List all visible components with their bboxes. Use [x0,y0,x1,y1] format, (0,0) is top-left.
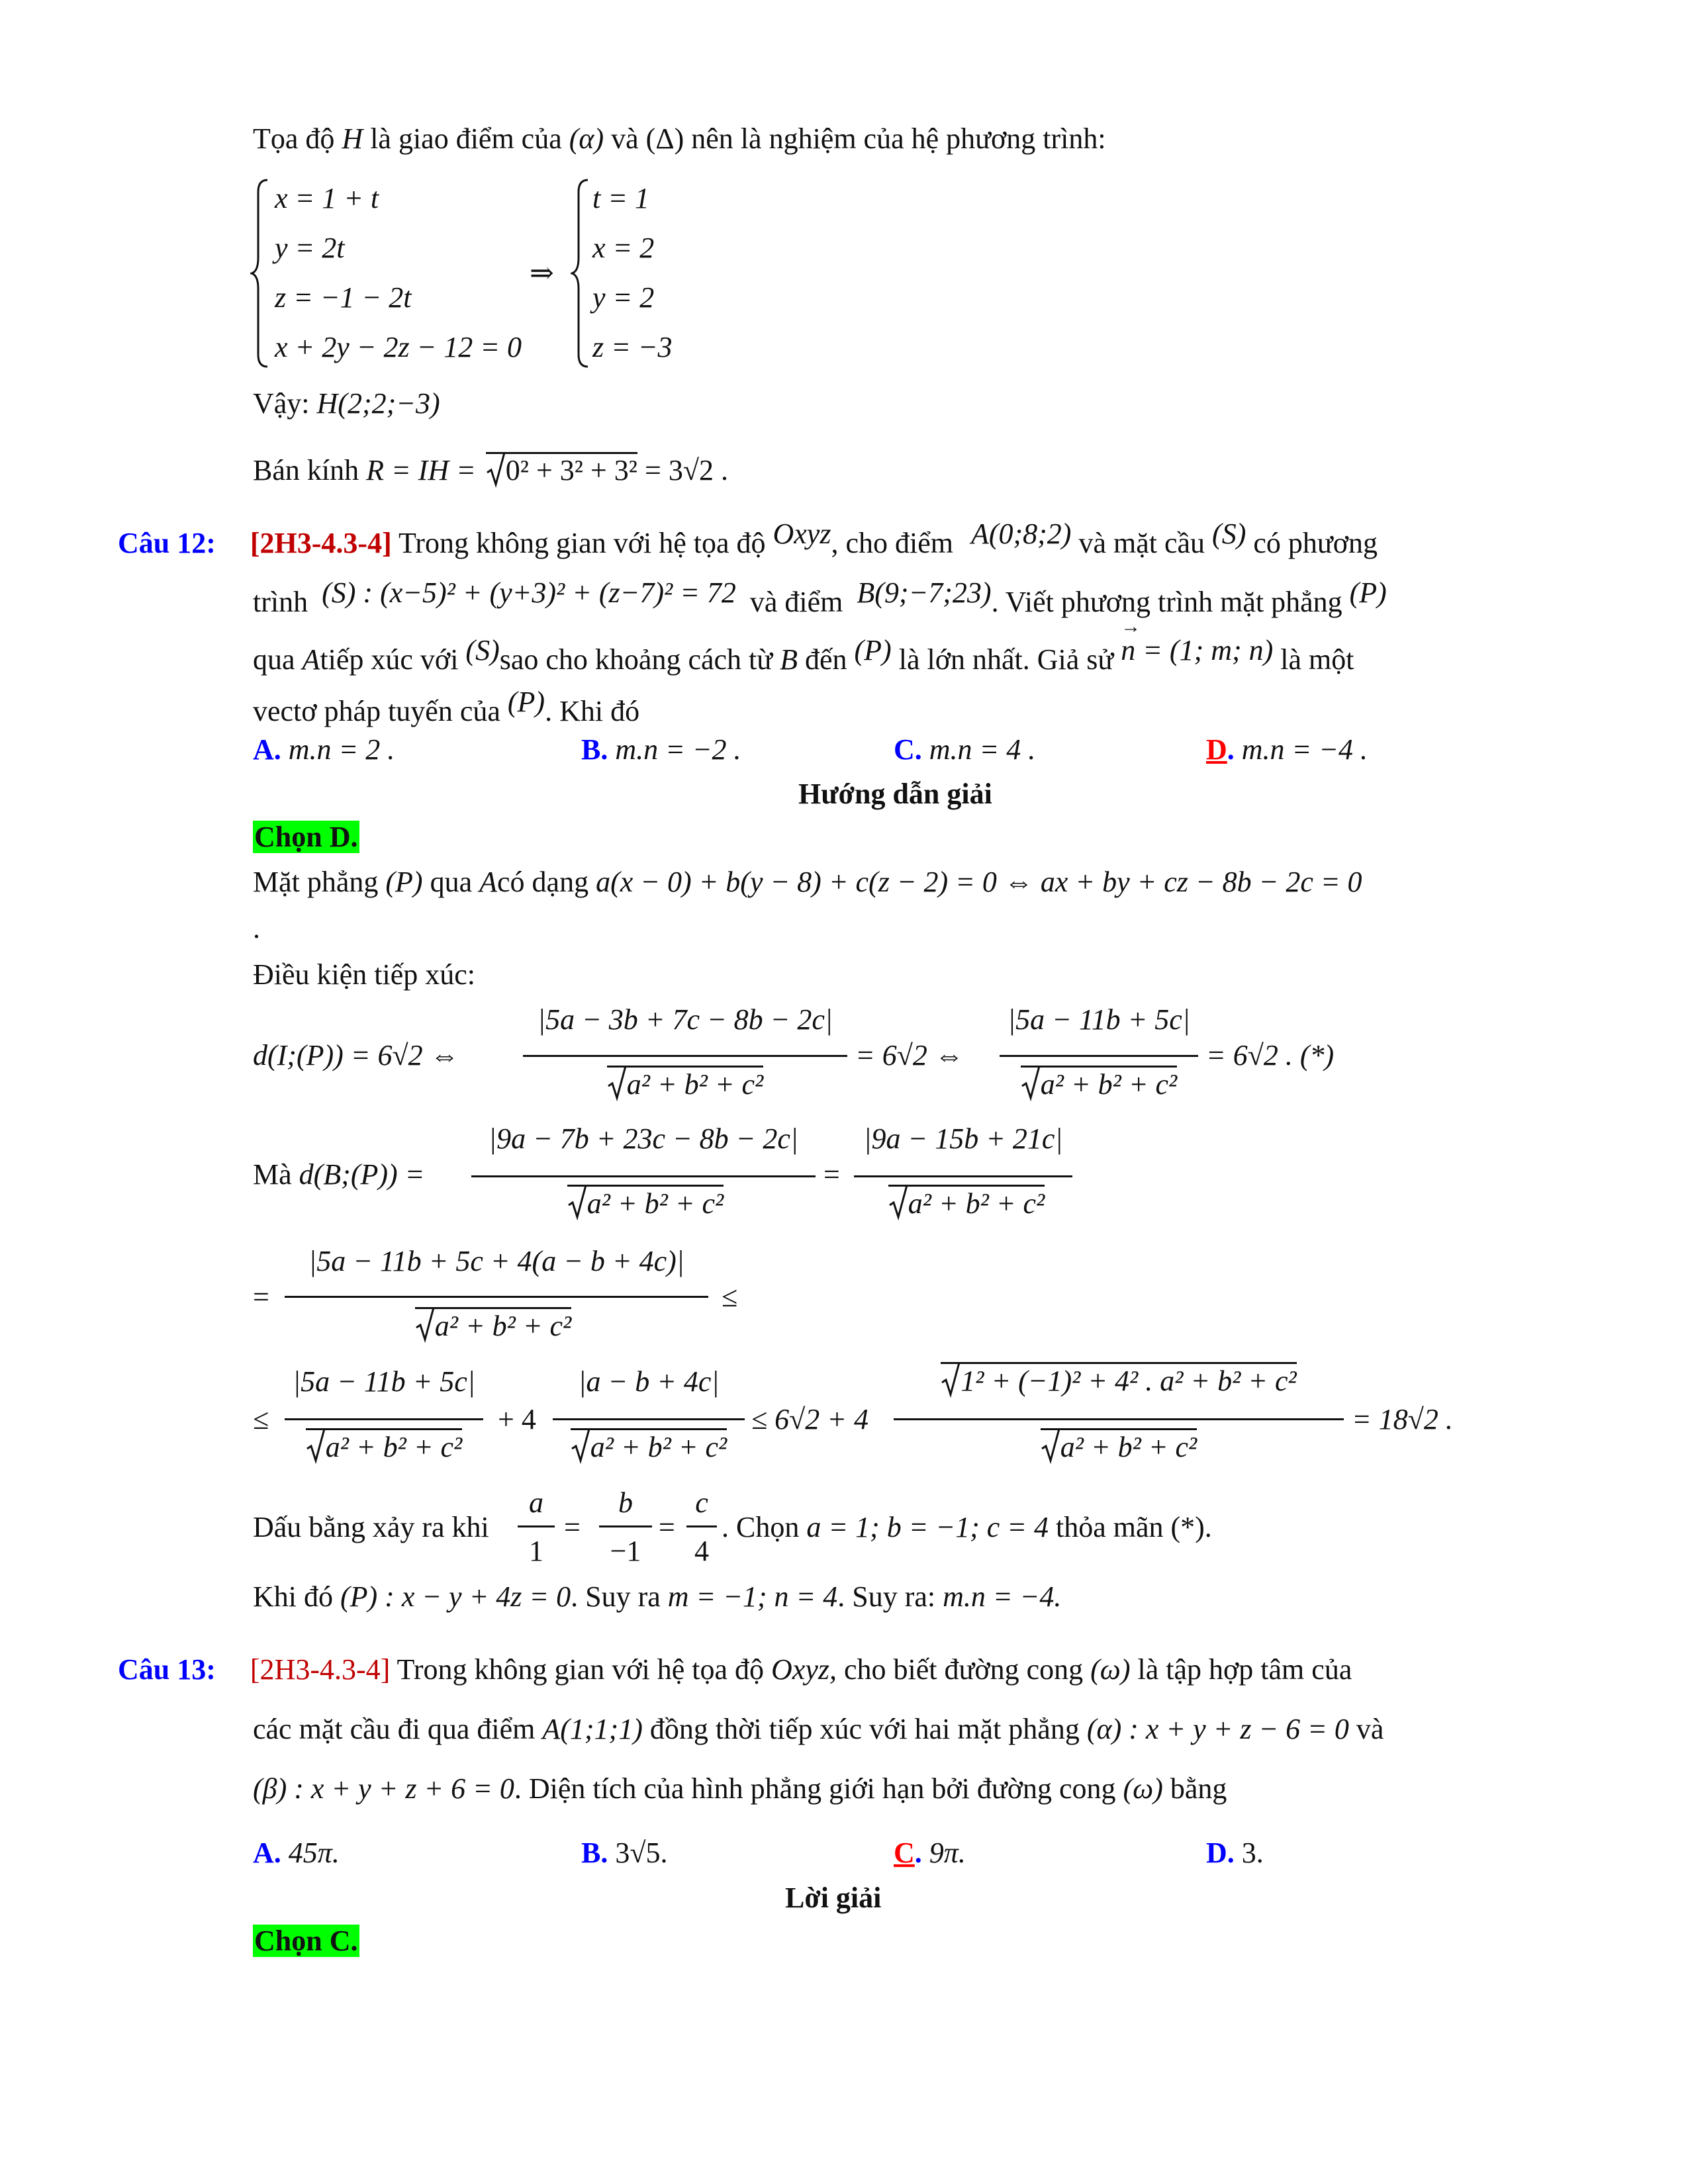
s3-num-1-text: |5a − 3b + 7c − 8b − 2c| [537,1003,833,1036]
sys-right-eq-3: y = 2 [592,281,655,314]
s4-num-1-text: |9a − 7b + 23c − 8b − 2c| [488,1122,798,1155]
s6-plus4: + 4 [498,1403,536,1435]
option-key: C [894,1837,915,1869]
q12-text: và mặt cầu [1078,527,1205,559]
s4-lhs-text: d(B;(P)) = [299,1158,425,1191]
s7-text: thỏa mãn (*). [1055,1511,1212,1543]
step-text: Mặt phẳng [253,866,379,898]
s7-frac1-num: a [529,1486,543,1519]
q13-text: đồng thời tiếp xúc với hai mặt phẳng [649,1713,1080,1745]
q13-option-b[interactable] [581,1837,668,1870]
s4-den-1 [530,1185,761,1220]
q12-line-4 [253,686,640,729]
s3-den-1 [569,1066,801,1101]
s5-num [285,1244,708,1278]
s4-label: Mà [253,1158,292,1191]
s7-frac2-den: −1 [610,1535,641,1567]
q12-S: (S) [465,634,500,666]
s7-frac3-den: 4 [694,1535,709,1567]
q12-line-2 [253,576,1387,619]
s4-den-2 [851,1185,1082,1220]
s4-bar-1 [471,1175,816,1177]
q12-point-B: B(9;−7;23) [857,576,992,609]
left-brace [250,177,270,377]
sqrt-den [1041,1428,1197,1464]
q12-option-a[interactable] [253,733,395,767]
guide-title: Hướng dẫn giải [798,778,992,810]
q13-text: và [1356,1713,1384,1745]
s7-values: a = 1; b = −1; c = 4 [806,1511,1049,1543]
s3-bar-1 [523,1055,847,1057]
s7-frac3-bar [686,1525,717,1527]
intro-text: và [611,122,639,155]
s7-frac2-bar [599,1525,652,1527]
s4-den-text: a² + b² + c² [586,1187,724,1220]
s7-text: . Chọn [722,1511,800,1543]
s6-num-2-text: |a − b + 4c| [578,1365,720,1398]
s6-rhs: = 18√2 . [1352,1403,1453,1435]
q12-plane-P: (P) [1349,576,1387,609]
q13-text: là tập hợp tâm của [1137,1653,1352,1686]
s8-eq: (P) : x − y + 4z = 0 [340,1580,571,1613]
s6-num-1-text: |5a − 11b + 5c| [293,1365,475,1398]
s5-le: ≤ [722,1281,738,1313]
q12-text: có phương [1253,527,1378,559]
q12-B: B [780,643,798,676]
q12-line-1 [118,518,1378,561]
q13-code: [2H3-4.3-4] [250,1653,391,1686]
q12-label: Câu 12: [118,527,216,559]
q13-line-3 [253,1772,1227,1806]
q13-text: bằng [1170,1772,1227,1805]
q13-point-A: A(1;1;1) [542,1713,643,1745]
s3-den-2 [986,1066,1211,1101]
step-A: A [479,866,498,898]
intro-H: H [342,122,363,155]
s4-num-2-text: |9a − 15b + 21c| [863,1122,1063,1155]
vay-value: H(2;2;−3) [316,387,440,420]
q13-oxyz: Oxyz, [771,1653,837,1686]
s4-eq: = [823,1158,840,1191]
sys-left-eq-1: x = 1 + t [275,182,379,214]
sqrt-den [415,1307,572,1343]
q12-choice [253,821,359,854]
q12-text: qua [253,643,295,676]
s8-result: m.n = −4. [943,1580,1062,1613]
q13-plane-beta: (β) : x + y + z + 6 = 0 [253,1772,514,1805]
q13-choice [253,1925,359,1958]
s8-text: . Suy ra [571,1580,661,1613]
s7-text: Dấu bằng xảy ra khi [253,1511,489,1543]
s6-mid: ≤ 6√2 + 4 [751,1403,868,1435]
s4-num-2 [854,1122,1072,1156]
q13-option-a[interactable] [253,1837,340,1870]
q12-vector-n-text: n = (1; m; n) [1121,634,1274,666]
q13-line-2 [253,1713,1383,1747]
option-dot: . [914,1837,922,1869]
q12-text: . Khi đó [545,695,640,727]
right-brace [571,177,590,377]
s4-bar-2 [854,1175,1072,1177]
s8-line [253,1580,1061,1614]
s3-num-2 [1000,1003,1198,1036]
step-text: có dạng [497,866,589,898]
q12-text: là lớn nhất. Giả sử [898,643,1114,676]
q12-A: A [302,643,320,676]
step-equation: a(x − 0) + b(y − 8) + c(z − 2) = 0 ⇔ ax + by + cz − 8b − 2c = 0 [596,866,1362,898]
q12-step-1 [253,866,1362,899]
bankinh-label: Bán kính [253,454,359,486]
s8-text: . Suy ra: [837,1580,936,1613]
bankinh-line [253,452,728,488]
intro-alpha: (α) [569,122,604,155]
option-key: D [1206,733,1227,766]
q13-omega: (ω) [1090,1653,1131,1686]
option-key: C. [894,733,922,766]
s6-num-2 [563,1365,735,1398]
sys-right-eq-1: t = 1 [592,182,649,214]
s6-den-3 [1006,1428,1231,1464]
q13-omega: (ω) [1123,1772,1163,1805]
q12-oxyz: Oxyz [773,518,831,550]
q13-label: Câu 13: [118,1653,216,1686]
s8-mn: m = −1; n = 4 [667,1580,838,1613]
bankinh-expr: R = IH = [366,454,476,486]
sqrt-num [941,1362,1296,1398]
s7-frac1-den: 1 [529,1535,543,1567]
option-key: B. [581,1837,608,1869]
sqrt-den [306,1428,463,1464]
s6-den-text: a² + b² + c² [1060,1431,1197,1463]
option-text: 3. [1241,1837,1264,1869]
q13-text: Trong không gian với hệ tọa độ [397,1653,765,1686]
s7-frac2-num: b [618,1486,633,1519]
intro-text: nên là nghiệm của hệ phương trình: [691,122,1106,155]
q12-text: trình [253,586,308,618]
s7-rest [722,1511,1212,1545]
s6-den-2 [536,1428,761,1464]
q12-text: sao cho khoảng cách từ [499,643,773,676]
s6-bar-3 [894,1418,1344,1420]
s6-num-3-text: 1² + (−1)² + 4² . a² + b² + c² [961,1365,1297,1397]
sqrt-den [567,1185,724,1220]
q13-text: cho biết đường cong [844,1653,1084,1686]
q12-step-2: Điều kiện tiếp xúc: [253,958,476,991]
option-dot: . [1227,733,1235,766]
s5-num-text: |5a − 11b + 5c + 4(a − b + 4c)| [308,1245,684,1277]
s7-frac3-num: c [695,1486,708,1519]
s6-num-1 [285,1365,483,1398]
q12-point-A: A(0;8;2) [970,518,1072,550]
option-key: D. [1206,1837,1235,1869]
s6-num-3 [897,1362,1340,1398]
intro-text: là giao điểm của [370,122,562,155]
s6-den-text: a² + b² + c² [325,1431,463,1463]
bankinh-radicand: 0² + 3² + 3² [505,454,637,486]
bankinh-result: = 3√2 . [645,454,728,486]
s5-den [377,1307,609,1343]
s4-lhs [253,1158,424,1192]
q13-option-d[interactable] [1206,1837,1264,1870]
solution-title: Lời giải [785,1882,882,1914]
s3-bar-2 [1000,1055,1198,1057]
q12-P: (P) [854,634,892,666]
q12-option-b[interactable] [581,733,741,767]
sqrt-den [888,1185,1045,1220]
s3-den-text: a² + b² + c² [1040,1068,1178,1101]
s3-num-2-text: |5a − 11b + 5c| [1008,1003,1190,1036]
sys-right-eq-4: z = −3 [592,331,673,363]
sys-left-eq-3: z = −1 − 2t [275,281,412,314]
option-key: B. [581,733,608,766]
option-text: m.n = 4 . [929,733,1036,766]
vay-line [253,387,440,421]
sys-left-eq-2: y = 2t [275,232,345,264]
vay-label: Vậy: [253,387,310,420]
s3-rhs: = 6√2 . (*) [1206,1039,1335,1071]
q12-code: [2H3-4.3-4] [250,527,392,559]
option-text: 3√5. [615,1837,668,1869]
s6-den-1 [271,1428,496,1464]
step-dot: . [253,912,260,944]
q12-vector-n [1121,615,1280,666]
q12-option-c[interactable] [894,733,1035,767]
q12-text: , cho điểm [831,527,953,559]
vector-arrow-icon: → [1121,615,1141,637]
q13-option-c[interactable] [894,1837,966,1870]
option-text: 45π. [288,1837,340,1869]
s3-mid: = 6√2 ⇔ [855,1039,964,1071]
q13-line-1 [118,1653,1561,1687]
intro-delta: (Δ) [645,122,684,155]
s5-den-text: a² + b² + c² [434,1310,572,1342]
option-text: 9π. [929,1837,966,1869]
intro-text: Tọa độ [253,122,335,155]
s6-bar-1 [285,1418,483,1420]
sys-right-eq-2: x = 2 [592,232,655,264]
s8-text: Khi đó [253,1580,333,1613]
s7-eq2: = [659,1511,675,1543]
s5-eq: = [253,1281,269,1313]
sqrt-den [571,1428,727,1464]
implies-icon: ⇒ [530,257,554,289]
s7-frac1-bar [518,1525,555,1527]
s4-num-1 [471,1122,816,1156]
s4-den-text: a² + b² + c² [908,1187,1045,1220]
q12-text: là một [1280,643,1354,676]
step-P: (P) [385,866,423,898]
q12-text: vectơ pháp tuyến của [253,695,500,727]
q12-text: đến [805,643,847,676]
s7-eq1: = [564,1511,581,1543]
s3-num-1 [523,1003,847,1036]
q12-sphere-eq: (S) : (x−5)² + (y+3)² + (z−7)² = 72 [322,576,736,609]
sqrt-den [607,1066,764,1101]
q13-text: . Diện tích của hình phẳng giới hạn bởi đường cong [514,1772,1116,1805]
s3-lhs: d(I;(P)) = 6√2 ⇔ [253,1039,459,1071]
sys-left-eq-4: x + 2y − 2z − 12 = 0 [275,331,522,363]
choice-highlight: Chọn D. [254,821,358,853]
option-text: m.n = 2 . [288,733,395,766]
intro-line [253,122,1106,156]
q12-text: tiếp xúc với [320,643,459,676]
option-key: A. [253,1837,281,1869]
q12-text: và điểm [749,586,843,618]
step-text: qua [430,866,473,898]
bankinh-sqrt [486,452,637,488]
q13-plane-alpha: (α) : x + y + z − 6 = 0 [1086,1713,1349,1745]
q13-text: các mặt cầu đi qua điểm [253,1713,536,1745]
q12-text: Trong không gian với hệ tọa độ [398,527,766,559]
s6-bar-2 [553,1418,745,1420]
s6-den-text: a² + b² + c² [590,1431,727,1463]
s5-bar [285,1296,708,1298]
option-key: A. [253,733,281,766]
s6-le: ≤ [253,1403,269,1435]
option-text: m.n = −4 . [1241,733,1368,766]
q12-option-d[interactable] [1206,733,1368,767]
s3-den-text: a² + b² + c² [626,1068,764,1101]
sqrt-den [1021,1066,1178,1101]
q12-P: (P) [507,686,545,718]
choice-highlight: Chọn C. [254,1925,358,1957]
q12-sphere-S: (S) [1212,518,1246,550]
q12-line-3 [253,615,1354,677]
option-text: m.n = −2 . [615,733,741,766]
q12-text: . Viết phương trình mặt phẳng [991,586,1342,618]
